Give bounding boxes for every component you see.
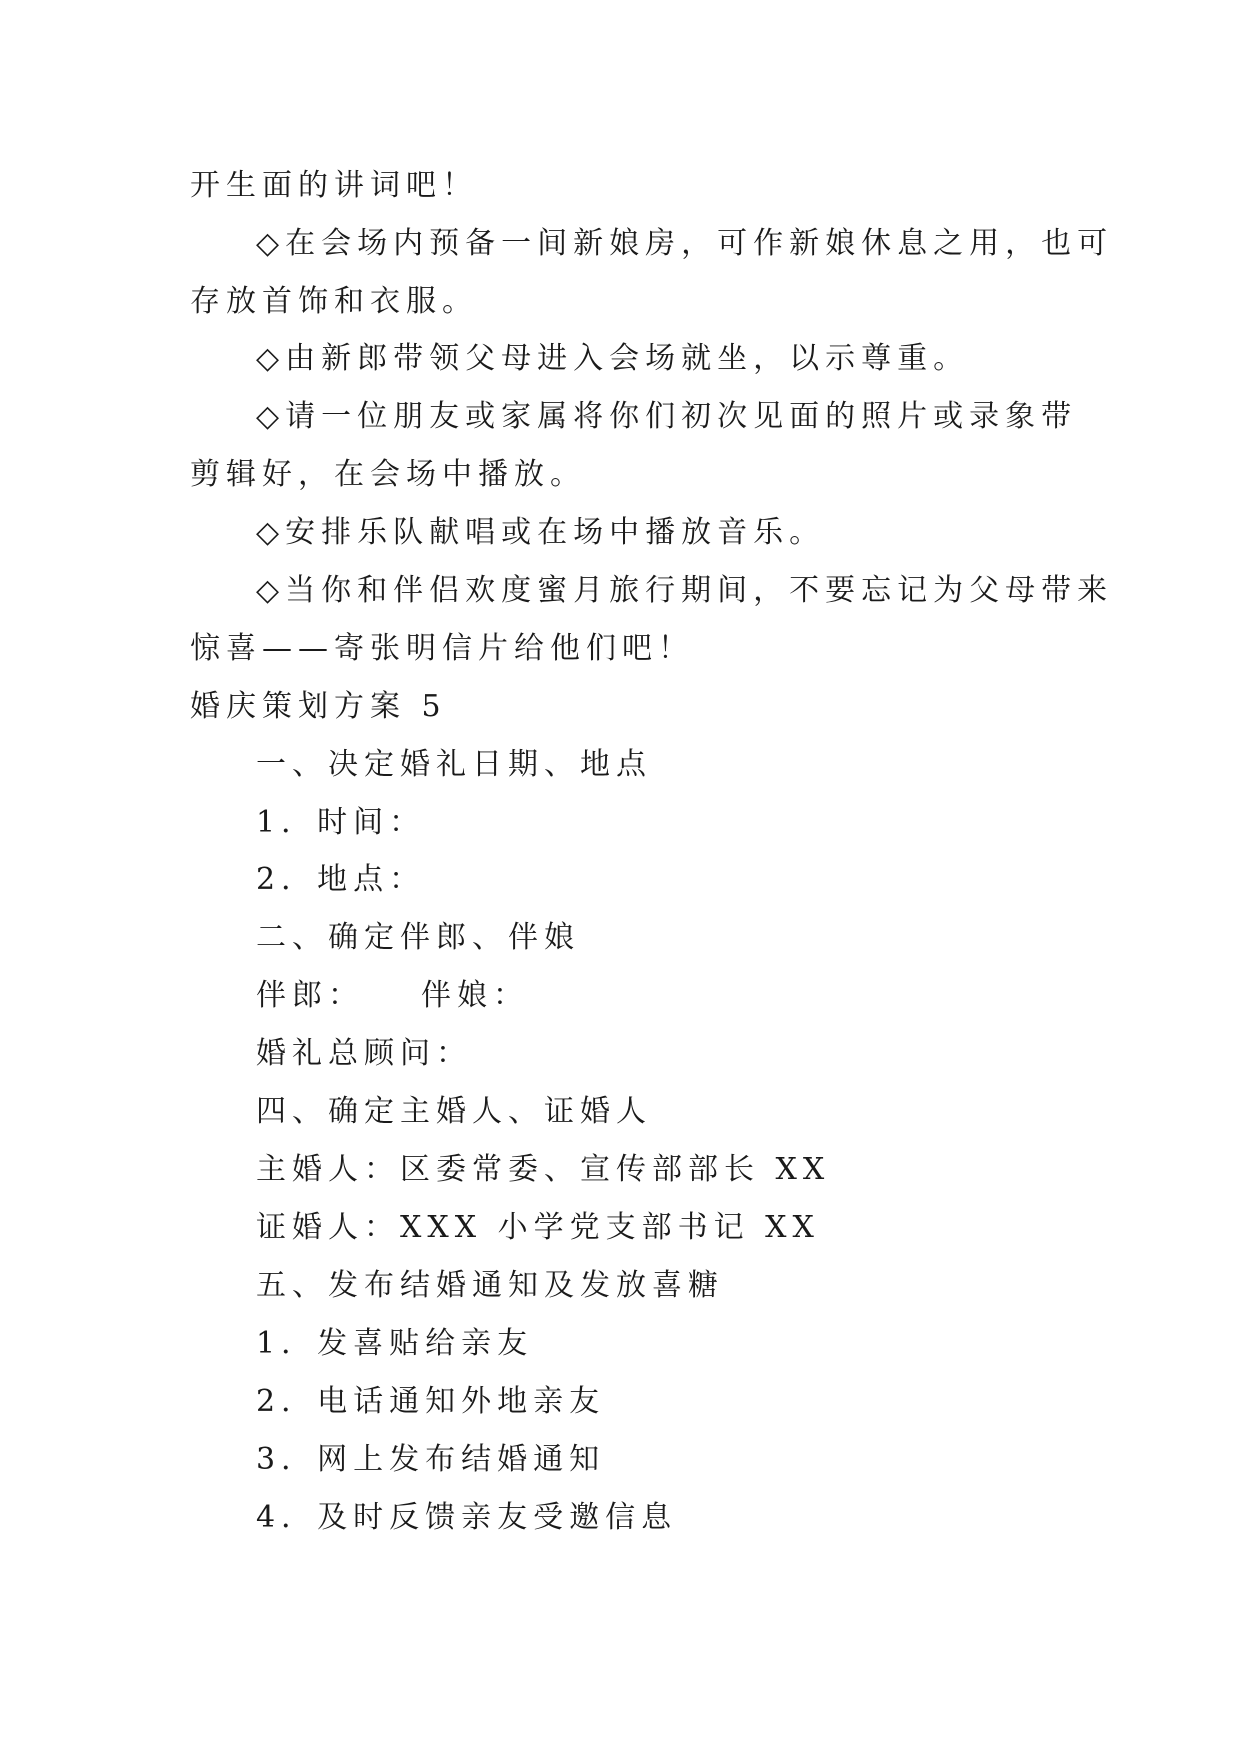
text-line-16: 婚礼总顾问：	[256, 1036, 472, 1071]
text-line-2: ◇在会场内预备一间新娘房，可作新娘休息之用，也可	[256, 226, 1114, 261]
text-line-9: 惊喜——寄张明信片给他们吧！	[190, 631, 694, 666]
text-line-22: 2．电话通知外地亲友	[256, 1384, 606, 1419]
text-line-17: 四、确定主婚人、证婚人	[256, 1094, 652, 1129]
text-line-21: 1．发喜贴给亲友	[256, 1326, 534, 1361]
text-line-8: ◇当你和伴侣欢度蜜月旅行期间，不要忘记为父母带来	[256, 573, 1114, 608]
text-line-12: 1．时间：	[256, 805, 426, 840]
text-line-19: 证婚人：XXX 小学党支部书记 XX	[256, 1210, 820, 1245]
text-line-4: ◇由新郎带领父母进入会场就坐，以示尊重。	[256, 341, 970, 376]
text-line-11: 一、决定婚礼日期、地点	[256, 747, 652, 782]
text-line-15: 伴郎： 伴娘：	[256, 978, 529, 1013]
text-line-13: 2．地点：	[256, 862, 426, 897]
text-line-24: 4．及时反馈亲友受邀信息	[256, 1500, 678, 1535]
section-title: 婚庆策划方案 5	[190, 689, 447, 724]
text-line-14: 二、确定伴郎、伴娘	[256, 920, 580, 955]
text-line-18: 主婚人：区委常委、宣传部部长 XX	[256, 1152, 831, 1187]
text-line-23: 3．网上发布结婚通知	[256, 1442, 606, 1477]
text-line-7: ◇安排乐队献唱或在场中播放音乐。	[256, 515, 826, 550]
text-line-1: 开生面的讲词吧！	[190, 168, 478, 203]
text-line-5: ◇请一位朋友或家属将你们初次见面的照片或录象带	[256, 399, 1078, 434]
text-line-20: 五、发布结婚通知及发放喜糖	[256, 1268, 724, 1303]
text-line-3: 存放首饰和衣服。	[190, 284, 478, 319]
text-line-6: 剪辑好，在会场中播放。	[190, 457, 586, 492]
